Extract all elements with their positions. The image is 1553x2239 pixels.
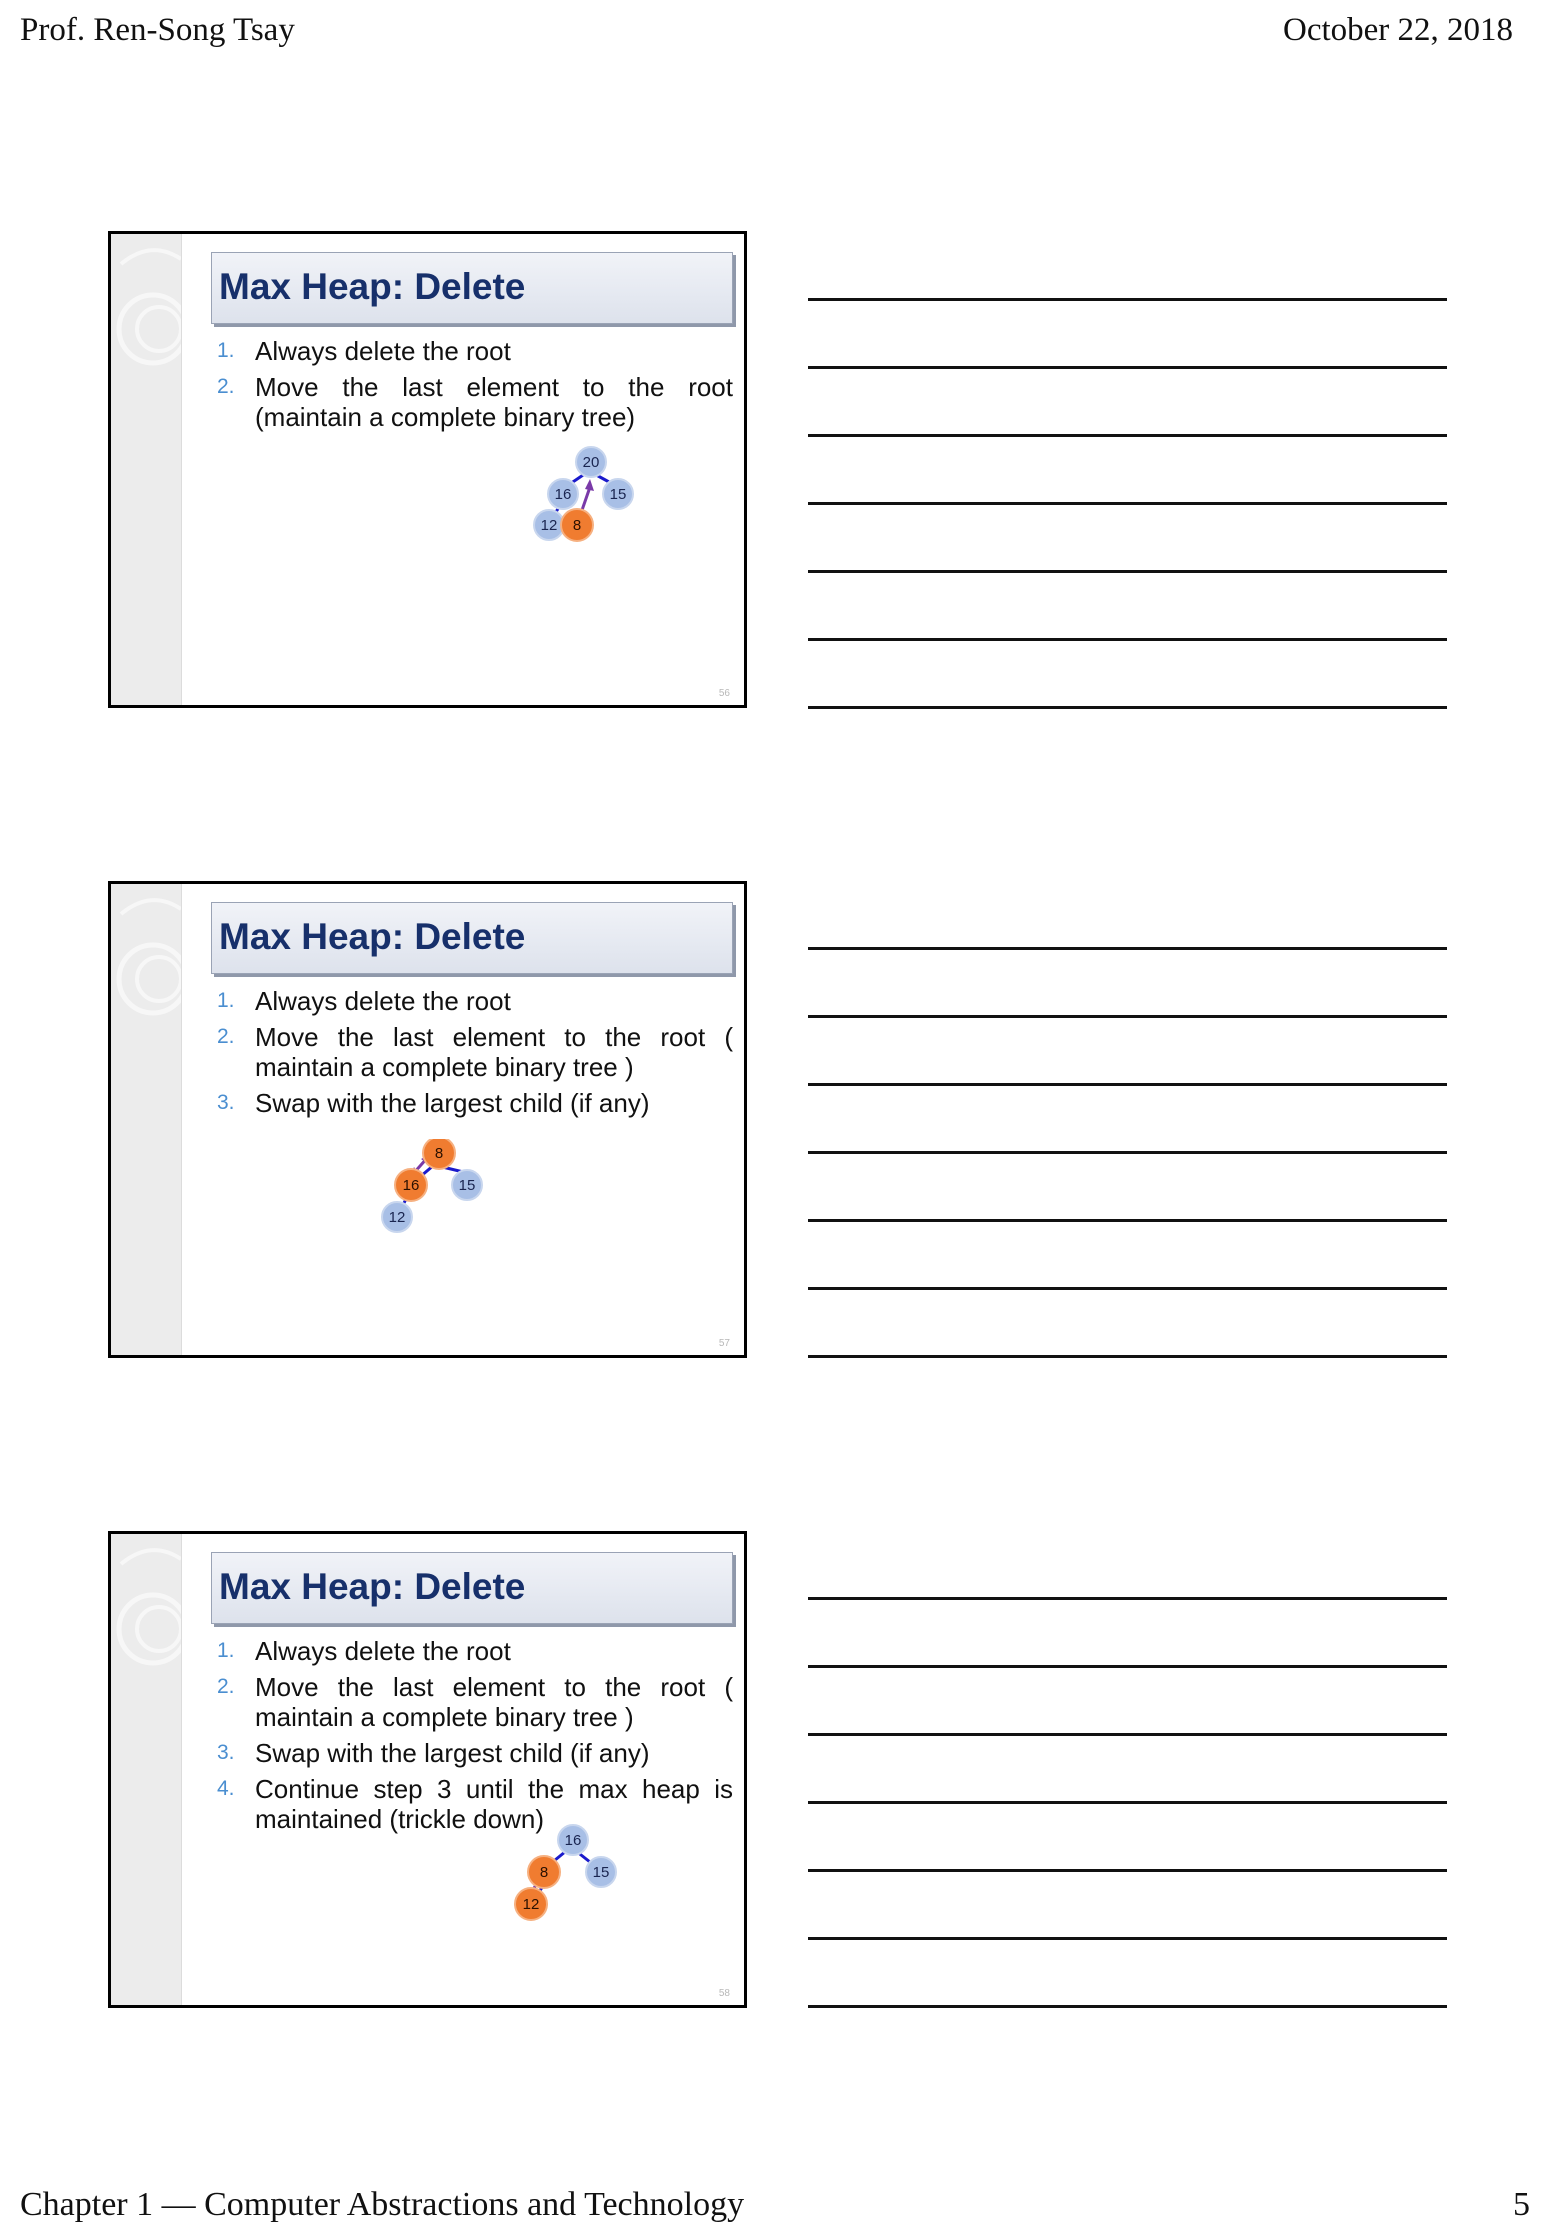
slide-thumbnail-3: [108, 1531, 747, 2008]
node-label: 12: [540, 517, 558, 534]
tree-node: [558, 1825, 588, 1855]
list-item: [217, 1738, 733, 1768]
slide-bullet-list: [217, 986, 733, 1124]
note-line: [808, 434, 1447, 437]
list-item-number: 3.: [217, 1091, 235, 1114]
list-item-text: Continue step 3 until the max heap is maintained (trickle down): [255, 1774, 733, 1834]
chapter-footer: Chapter 1 — Computer Abstractions and Technology: [20, 2186, 745, 2223]
list-item-number: 2.: [217, 375, 235, 398]
node-label: 15: [458, 1177, 476, 1194]
list-item-number: 3.: [217, 1741, 235, 1764]
list-item-text: Swap with the largest child (if any): [255, 1738, 650, 1768]
note-line: [808, 1355, 1447, 1358]
note-line: [808, 1151, 1447, 1154]
slide-title: Max Heap: Delete: [219, 266, 526, 307]
tree-node: [586, 1857, 616, 1887]
note-line: [808, 1287, 1447, 1290]
arrow-head: [585, 479, 594, 491]
list-item-text: Always delete the root: [255, 986, 511, 1016]
tree-node: [548, 479, 578, 509]
note-line: [808, 1869, 1447, 1872]
list-item-number: 1.: [217, 1639, 235, 1662]
list-item-text: Swap with the largest child (if any): [255, 1088, 650, 1118]
node-label: 8: [572, 517, 582, 534]
tree-node: [382, 1202, 412, 1232]
slide-title-box: [211, 902, 733, 974]
list-item: [217, 372, 733, 432]
node-label: 20: [582, 454, 600, 471]
tree-node-highlighted: [515, 1888, 547, 1920]
tree-node-highlighted: [423, 1139, 455, 1169]
tree-node: [534, 510, 564, 540]
slide-bullet-list: [217, 1636, 733, 1840]
slide-thumbnail-2: [108, 881, 747, 1358]
note-line: [808, 1015, 1447, 1018]
heap-tree-diagram: [511, 1824, 661, 1944]
note-line: [808, 570, 1447, 573]
list-item-number: 1.: [217, 339, 235, 362]
list-item-text: Move the last element to the root ( maintain a complete binary tree ): [255, 1672, 733, 1732]
node-label: 16: [564, 1832, 582, 1849]
document-date: October 22, 2018: [1283, 12, 1514, 48]
slide-title: Max Heap: Delete: [219, 916, 526, 957]
list-item-text: Always delete the root: [255, 336, 511, 366]
note-line: [808, 298, 1447, 301]
list-item: [217, 336, 733, 366]
slide-number: 57: [718, 1338, 730, 1349]
note-line: [808, 706, 1447, 709]
note-line: [808, 1665, 1447, 1668]
list-item: [217, 1088, 733, 1118]
list-item-text: Always delete the root: [255, 1636, 511, 1666]
node-label: 8: [434, 1145, 444, 1162]
note-line: [808, 1937, 1447, 1940]
slide-sidebar-decoration: [111, 1534, 182, 2005]
list-item-number: 4.: [217, 1777, 235, 1800]
tree-node-highlighted: [528, 1856, 560, 1888]
author-name: Prof. Ren-Song Tsay: [20, 12, 295, 48]
tree-node-highlighted: [561, 509, 593, 541]
list-item-number: 1.: [217, 989, 235, 1012]
slide-number: 58: [718, 1988, 730, 1999]
note-line: [808, 1597, 1447, 1600]
tree-node-highlighted: [395, 1169, 427, 1201]
slide-thumbnail-1: [108, 231, 747, 708]
list-item-text: Move the last element to the root ( maintain a complete binary tree ): [255, 1022, 733, 1082]
list-item: [217, 986, 733, 1016]
node-label: 16: [554, 486, 572, 503]
node-label: 8: [539, 1864, 549, 1881]
page-number: 5: [1513, 2186, 1530, 2223]
slide-bullet-list: [217, 336, 733, 438]
list-item-number: 2.: [217, 1025, 235, 1048]
slide-title: Max Heap: Delete: [219, 1566, 526, 1607]
node-label: 16: [402, 1177, 420, 1194]
slide-title-box: [211, 252, 733, 324]
slide-number: 56: [718, 688, 730, 699]
node-label: 15: [609, 486, 627, 503]
note-line: [808, 502, 1447, 505]
note-line: [808, 1733, 1447, 1736]
slide-sidebar-decoration: [111, 884, 182, 1355]
list-item: [217, 1672, 733, 1732]
node-label: 12: [388, 1209, 406, 1226]
list-item-number: 2.: [217, 1675, 235, 1698]
slide-title-box: [211, 1552, 733, 1624]
slide-sidebar-decoration: [111, 234, 182, 705]
list-item: [217, 1636, 733, 1666]
note-line: [808, 2005, 1447, 2008]
list-item-text: Move the last element to the root (maintain a complete binary tree): [255, 372, 733, 432]
heap-tree-diagram: [531, 444, 671, 564]
heap-tree-diagram: [381, 1139, 541, 1259]
tree-node: [452, 1170, 482, 1200]
note-line: [808, 947, 1447, 950]
node-label: 12: [522, 1896, 540, 1913]
node-label: 15: [592, 1864, 610, 1881]
tree-node: [603, 479, 633, 509]
note-line: [808, 1083, 1447, 1086]
note-line: [808, 1219, 1447, 1222]
note-line: [808, 366, 1447, 369]
list-item: [217, 1022, 733, 1082]
tree-node: [576, 447, 606, 477]
note-line: [808, 638, 1447, 641]
note-line: [808, 1801, 1447, 1804]
